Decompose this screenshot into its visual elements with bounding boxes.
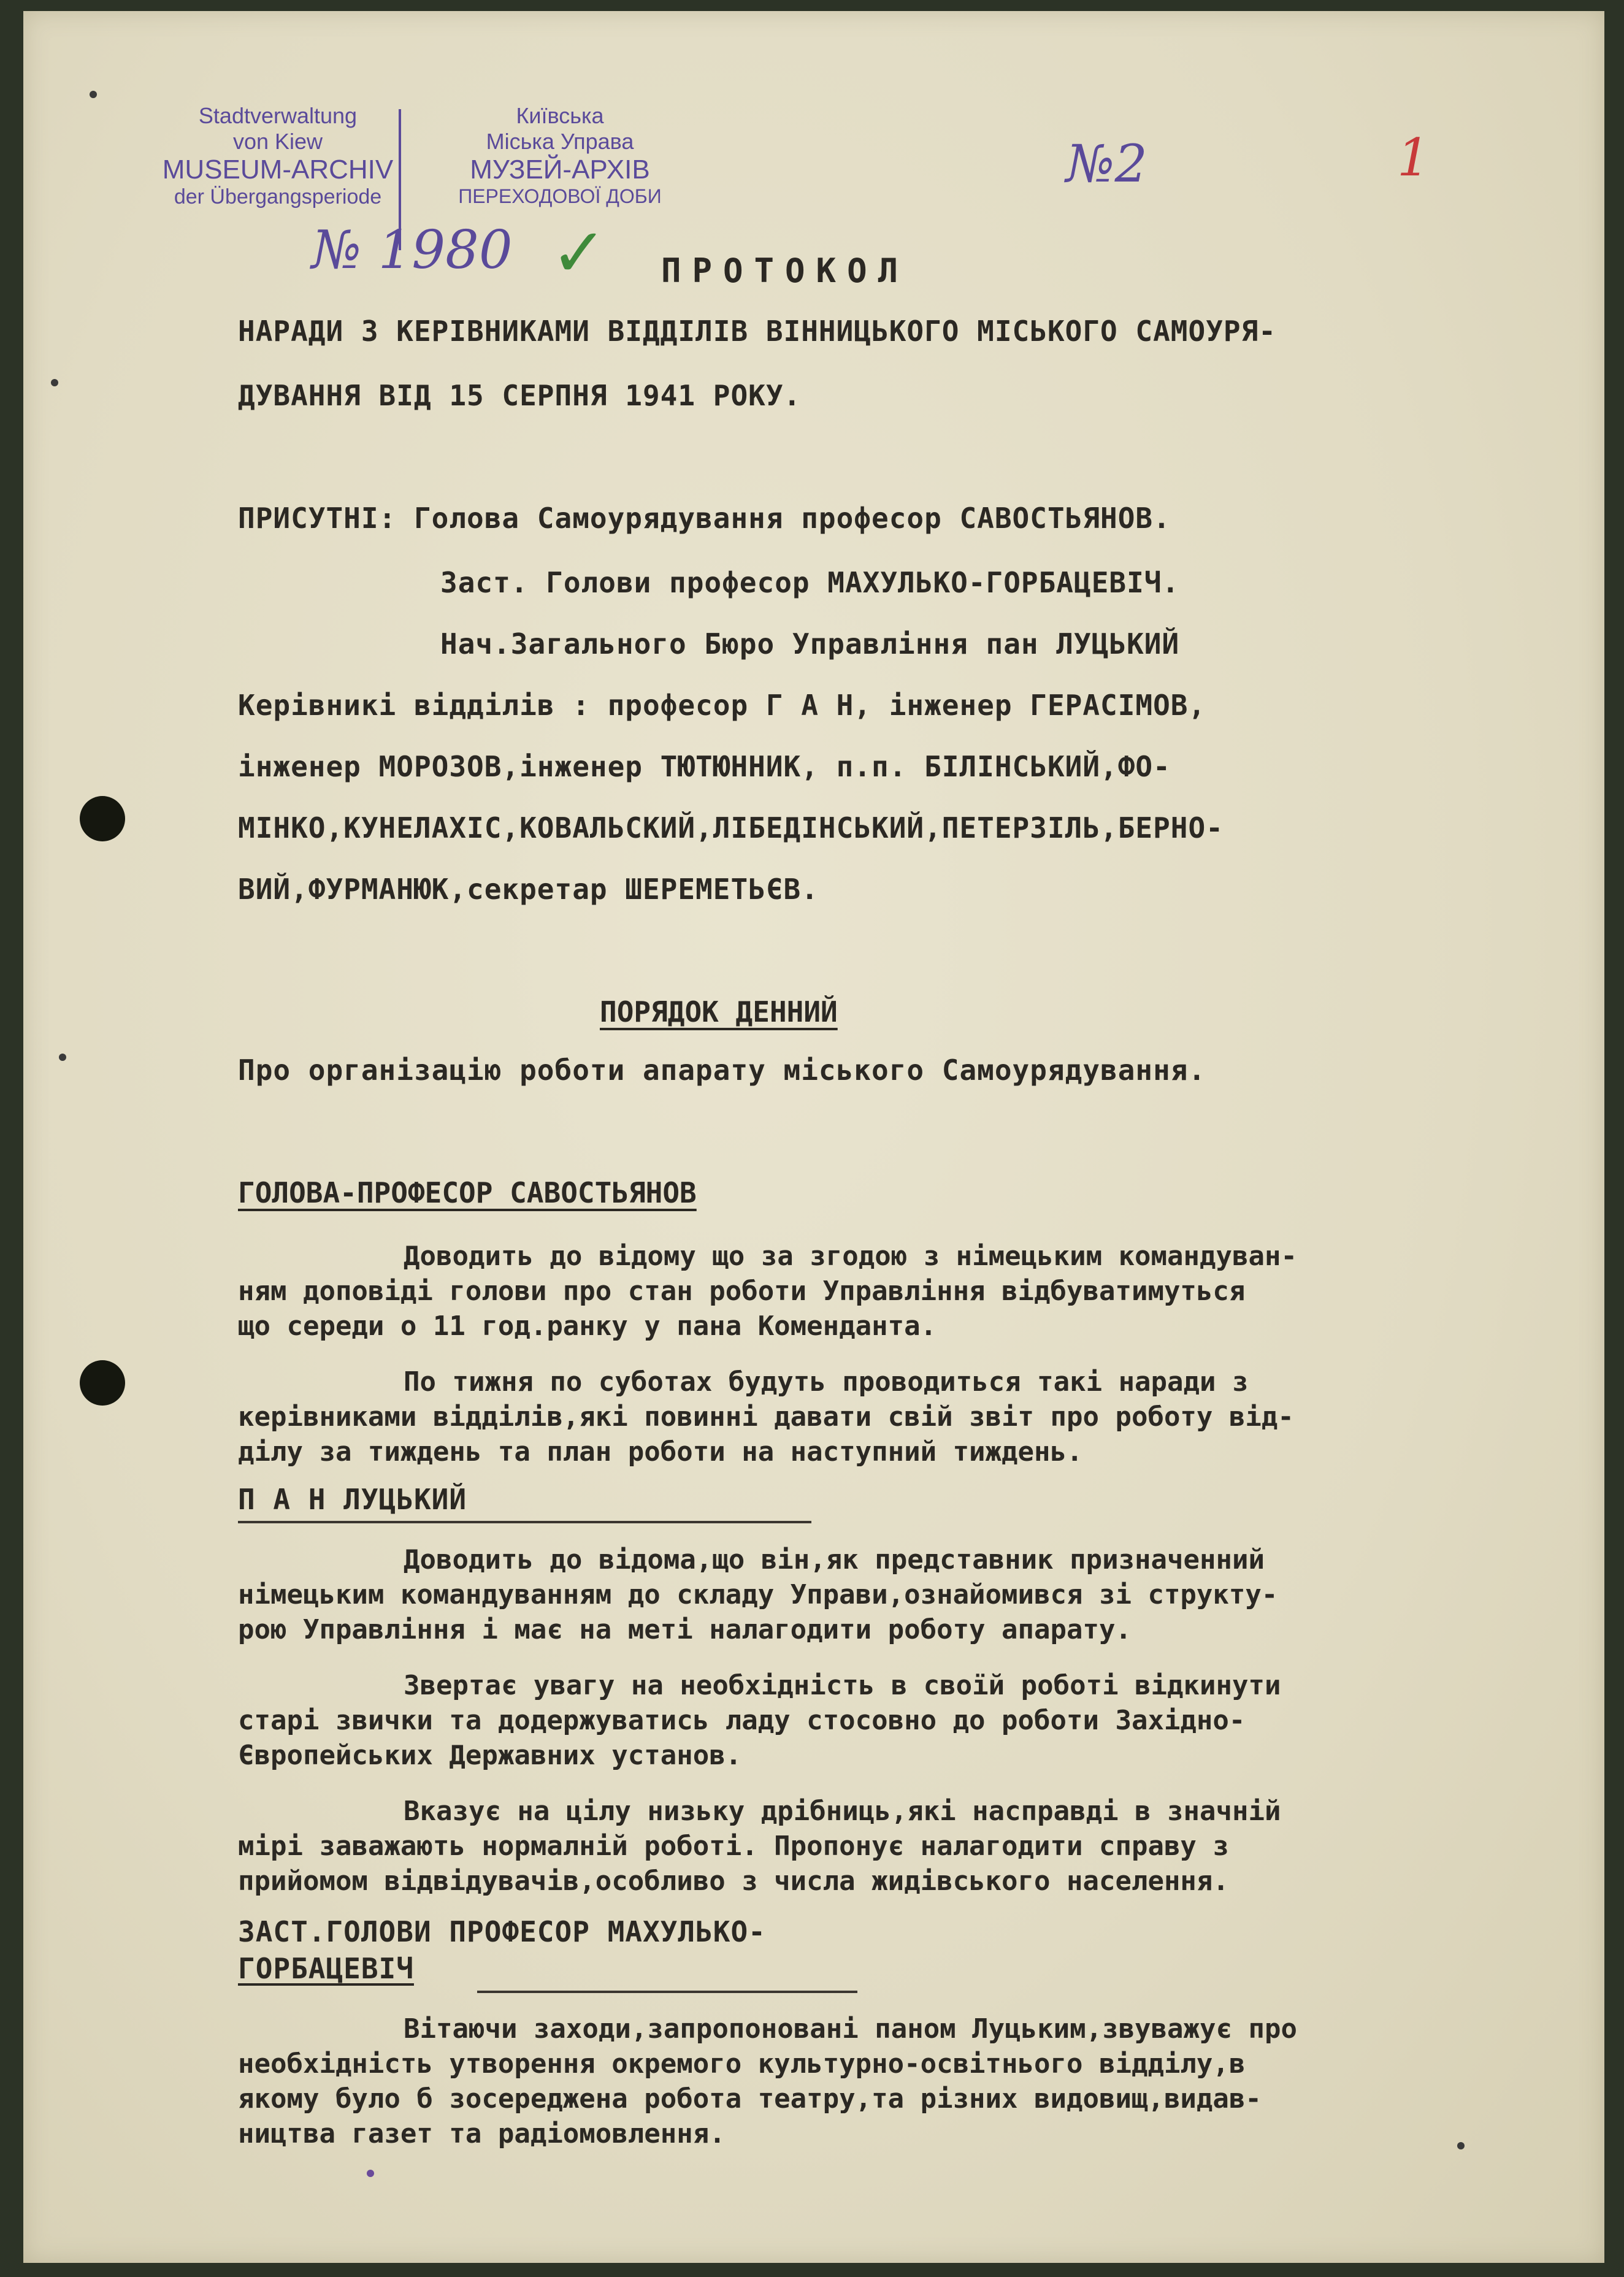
agenda-heading: ПОРЯДОК ДЕННИЙ bbox=[600, 995, 838, 1028]
paragraph-line: керівниками відділів,які повинні давати свій звіт про роботу від- bbox=[238, 1401, 1294, 1433]
paragraph-line: рою Управління і має на меті налагодити роботу апарату. bbox=[238, 1614, 1132, 1645]
present-line: Керівникі відділів : професор Г А Н, інженер ГЕРАСІМОВ, bbox=[238, 689, 1206, 722]
subtitle-line: ДУВАННЯ ВІД 15 СЕРПНЯ 1941 РОКУ. bbox=[238, 379, 802, 412]
archive-number: № 1980 bbox=[312, 220, 513, 281]
stamp-line: MUSEUM-ARCHIV bbox=[162, 155, 394, 185]
paragraph-line: Доводить до відому що за згодою з німецьким командуван- bbox=[404, 1241, 1297, 1272]
paragraph-line: старі звички та додержуватись ладу стосовно до роботи Західно- bbox=[238, 1705, 1246, 1736]
paragraph-line: ділу за тиждень та план роботи на наступний тиждень. bbox=[238, 1436, 1083, 1468]
section-heading: ГОЛОВА-ПРОФЕСОР САВОСТЬЯНОВ bbox=[238, 1176, 697, 1209]
speck bbox=[1457, 2142, 1465, 2149]
archive-stamp-german bbox=[121, 103, 434, 209]
paragraph-line: Вітаючи заходи,запропоновані паном Луцьким,звуважує про bbox=[404, 2013, 1297, 2045]
document-title: ПРОТОКОЛ bbox=[661, 251, 910, 290]
stamp-line: der Übergangsperiode bbox=[174, 185, 382, 209]
present-line: ВИЙ,ФУРМАНЮК,секретар ШЕРЕМЕТЬЄВ. bbox=[238, 873, 819, 906]
stamp-line: Київська bbox=[516, 103, 604, 128]
paragraph-line: Вказує на цілу низьку дрібниць,які насправді в значній bbox=[404, 1796, 1281, 1827]
heading-underline bbox=[477, 1991, 857, 1993]
paragraph-line: ництва газет та радіомовлення. bbox=[238, 2118, 726, 2149]
paragraph-line: що середи о 11 год.ранку у пана Коменданта. bbox=[238, 1311, 937, 1342]
speck bbox=[367, 2170, 374, 2177]
paragraph-line: ням доповіді голови про стан роботи Управління відбуватимуться bbox=[238, 1276, 1246, 1307]
page-number: 1 bbox=[1397, 128, 1430, 188]
subtitle-line: НАРАДИ З КЕРІВНИКАМИ ВІДДІЛІВ ВІННИЦЬКОГО МІСЬКОГО САМОУРЯ- bbox=[238, 315, 1276, 348]
punch-hole bbox=[80, 796, 125, 841]
agenda-item: Про організацію роботи апарату міського Самоурядування. bbox=[238, 1054, 1206, 1087]
document-page bbox=[23, 11, 1604, 2263]
archive-stamp-ukrainian bbox=[416, 103, 704, 208]
speck bbox=[51, 379, 58, 386]
sheet-number: №2 bbox=[1066, 134, 1147, 194]
paragraph-line: мірі заважають нормалній роботі. Пропонує налагодити справу з bbox=[238, 1831, 1229, 1862]
paragraph-line: прийомом відвідувачів,особливо з числа жидівського населення. bbox=[238, 1866, 1229, 1897]
present-line: ПРИСУТНІ: Голова Самоурядування професор САВОСТЬЯНОВ. bbox=[238, 502, 1171, 535]
paragraph-line: Європейських Державних установ. bbox=[238, 1740, 742, 1771]
section-heading: ЗАСТ.ГОЛОВИ ПРОФЕСОР МАХУЛЬКО- bbox=[238, 1915, 766, 1948]
paragraph-line: Звертає увагу на необхідність в своїй роботі відкинути bbox=[404, 1670, 1281, 1701]
paragraph-line: якому було б зосереджена робота театру,та різних видовищ,видав- bbox=[238, 2083, 1262, 2114]
heading-underline bbox=[238, 1521, 811, 1523]
present-line: інженер МОРОЗОВ,інженер ТЮТЮННИК, п.п. БІЛІНСЬКИЙ,ФО- bbox=[238, 750, 1171, 783]
section-heading: П А Н ЛУЦЬКИЙ bbox=[238, 1483, 467, 1516]
section-heading: ГОРБАЦЕВІЧ bbox=[238, 1952, 414, 1985]
paragraph-line: необхідність утворення окремого культурно-освітнього відділу,в bbox=[238, 2048, 1246, 2080]
present-line: Нач.Загального Бюро Управління пан ЛУЦЬКИЙ bbox=[440, 627, 1180, 660]
stamp-line: von Kiew bbox=[232, 129, 323, 154]
present-line: Заст. Голови професор МАХУЛЬКО-ГОРБАЦЕВІЧ. bbox=[440, 566, 1180, 599]
speck bbox=[90, 91, 97, 98]
check-mark-icon: ✓ bbox=[551, 213, 608, 292]
stamp-line: Stadtverwaltung bbox=[198, 103, 358, 128]
paragraph-line: Доводить до відома,що він,як представник призначенний bbox=[404, 1544, 1265, 1575]
punch-hole bbox=[80, 1360, 125, 1406]
present-line: МІНКО,КУНЕЛАХІС,КОВАЛЬСКИЙ,ЛІБЕДІНСЬКИЙ,ПЕТЕРЗІЛЬ,БЕРНО- bbox=[238, 811, 1224, 844]
speck bbox=[59, 1054, 66, 1061]
paragraph-line: По тижня по суботах будуть проводиться такі наради з bbox=[404, 1366, 1249, 1398]
paragraph-line: німецьким командуванням до складу Управи,ознайомився зі структу- bbox=[238, 1579, 1278, 1610]
stamp-line: МУЗЕЙ-АРХІВ bbox=[470, 155, 650, 185]
stamp-line: Міська Управа bbox=[486, 129, 634, 154]
stamp-line: ПЕРЕХОДОВОЇ ДОБИ bbox=[458, 185, 662, 207]
